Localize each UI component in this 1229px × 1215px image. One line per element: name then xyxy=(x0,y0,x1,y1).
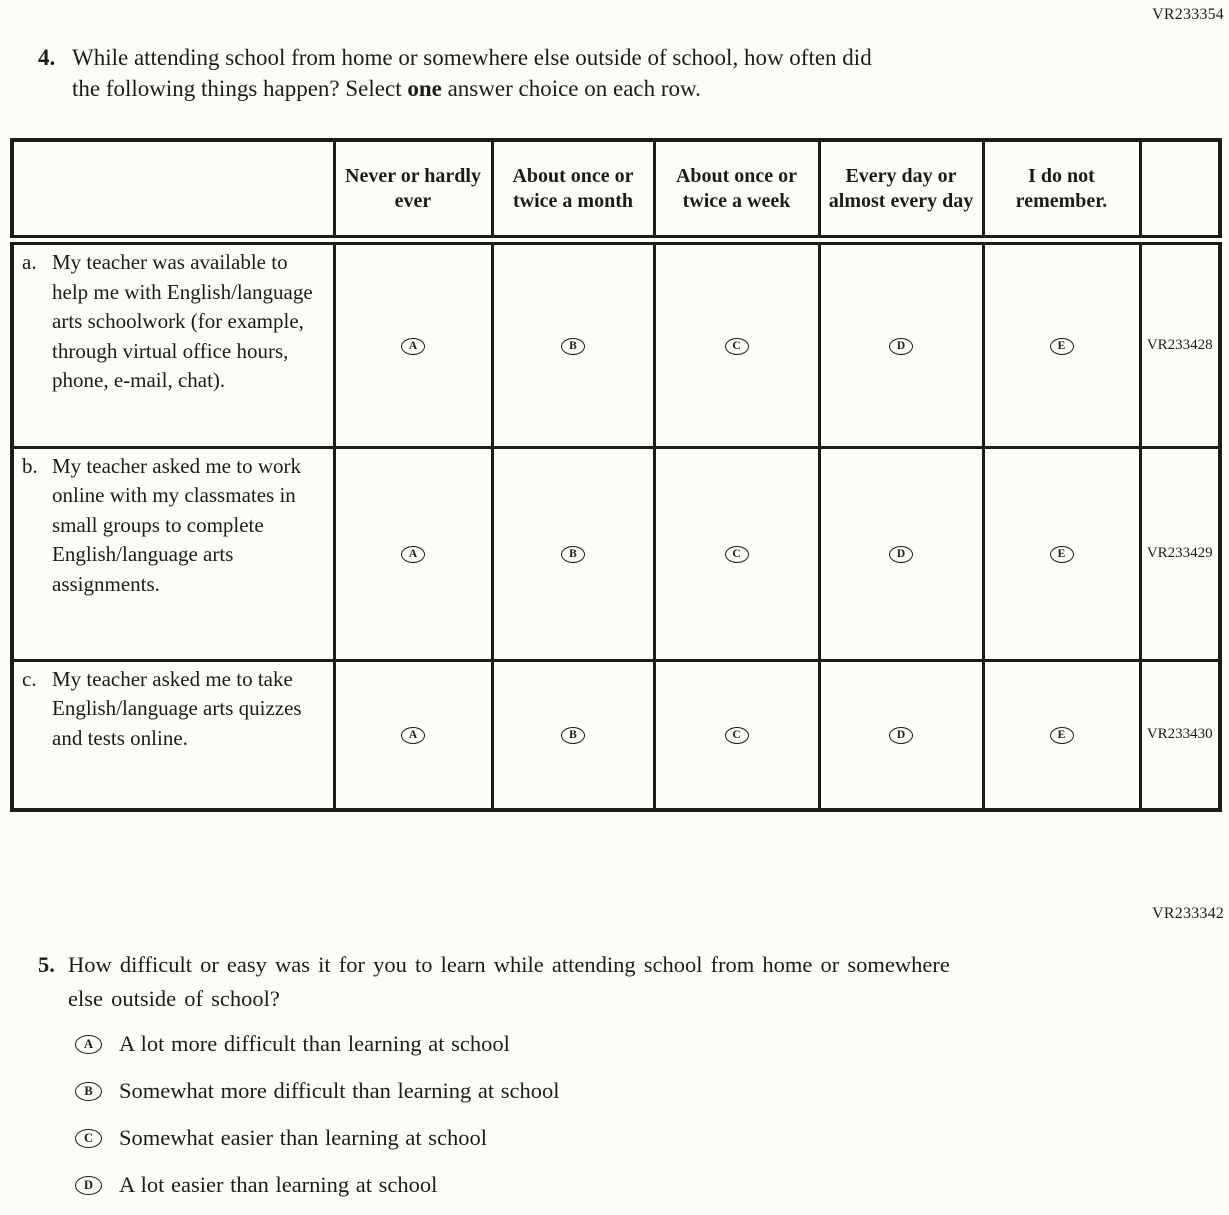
option-row-a xyxy=(75,1032,559,1056)
row-a-answer-bubble-b[interactable]: B xyxy=(561,338,585,355)
question-4-line2-after: answer choice on each row. xyxy=(441,76,701,101)
form-code-top: VR233354 xyxy=(1152,6,1224,23)
row-b-text: My teacher asked me to work online with my classmates in small groups to complete English/language arts assignments. xyxy=(52,453,301,596)
row-a-answer-bubble-e[interactable]: E xyxy=(1050,338,1074,355)
option-label-b: Somewhat more difficult than learning at school xyxy=(119,1078,560,1103)
row-b-label: b. xyxy=(22,453,38,478)
row-a-text: My teacher was available to help me with English/language arts schoolwork (for example, through virtual office hours, phone, e-mail, chat). xyxy=(52,250,313,392)
option-bubble-b[interactable]: B xyxy=(75,1082,102,1101)
question-4 xyxy=(38,42,1112,104)
row-a-stem-cell xyxy=(12,240,334,447)
table-row-c xyxy=(12,660,1220,810)
row-a-code: VR233428 xyxy=(1140,240,1220,447)
option-row-d xyxy=(75,1173,559,1197)
header-blank-cell xyxy=(12,140,334,240)
option-row-b xyxy=(75,1079,559,1103)
row-c-text: My teacher asked me to take English/language arts quizzes and tests online. xyxy=(52,666,302,750)
option-row-c xyxy=(75,1126,559,1150)
row-c-answer-bubble-c[interactable]: C xyxy=(725,727,749,744)
row-c-answer-bubble-e[interactable]: E xyxy=(1050,727,1074,744)
form-code-middle: VR233342 xyxy=(1152,905,1224,922)
option-label-a: A lot more difficult than learning at school xyxy=(119,1031,510,1056)
row-a-label: a. xyxy=(22,250,37,274)
question-5 xyxy=(38,948,1088,1016)
row-a-answer-bubble-a[interactable]: A xyxy=(401,338,425,355)
row-c-answer-bubble-a[interactable]: A xyxy=(401,727,425,744)
column-header-once-month: About once or twice a month xyxy=(492,140,654,240)
option-bubble-d[interactable]: D xyxy=(75,1176,102,1195)
question-4-line2-before: the following things happen? Select xyxy=(72,76,408,101)
row-c-stem-cell xyxy=(12,660,334,810)
option-label-d: A lot easier than learning at school xyxy=(119,1172,438,1197)
column-header-every-day: Every day or almost every day xyxy=(819,140,983,240)
header-code-cell xyxy=(1140,140,1220,240)
row-b-answer-bubble-a[interactable]: A xyxy=(401,546,425,563)
table-row-a xyxy=(12,240,1220,447)
row-b-answer-bubble-b[interactable]: B xyxy=(561,546,585,563)
row-a-answer-bubble-d[interactable]: D xyxy=(889,338,913,355)
header-row xyxy=(12,140,1220,240)
question-4-matrix-table xyxy=(10,138,1222,812)
question-5-text xyxy=(68,948,1088,1016)
question-5-line2: else outside of school? xyxy=(68,986,280,1011)
row-b-answer-bubble-d[interactable]: D xyxy=(889,546,913,563)
option-bubble-a[interactable]: A xyxy=(75,1035,102,1054)
option-label-c: Somewhat easier than learning at school xyxy=(119,1125,488,1150)
question-4-text xyxy=(72,42,1112,104)
row-c-code: VR233430 xyxy=(1140,660,1220,810)
column-header-never: Never or hardly ever xyxy=(334,140,492,240)
column-header-not-remember: I do not remember. xyxy=(983,140,1140,240)
row-b-answer-bubble-c[interactable]: C xyxy=(725,546,749,563)
row-c-answer-bubble-d[interactable]: D xyxy=(889,727,913,744)
question-4-number: 4. xyxy=(38,45,56,70)
row-b-code: VR233429 xyxy=(1140,447,1220,660)
column-header-once-week: About once or twice a week xyxy=(654,140,819,240)
row-b-answer-bubble-e[interactable]: E xyxy=(1050,546,1074,563)
question-5-options xyxy=(75,1032,559,1197)
question-5-number: 5. xyxy=(38,952,55,977)
row-a-answer-bubble-c[interactable]: C xyxy=(725,338,749,355)
table-row-b xyxy=(12,447,1220,660)
row-c-label: c. xyxy=(22,666,37,691)
row-c-answer-bubble-b[interactable]: B xyxy=(561,727,585,744)
row-b-stem-cell xyxy=(12,447,334,660)
question-5-line1: How difficult or easy was it for you to learn while attending school from home or somewhere xyxy=(68,952,950,977)
question-4-line1: While attending school from home or somewhere else outside of school, how often did xyxy=(72,45,872,70)
question-4-bold-word: one xyxy=(407,76,442,101)
option-bubble-c[interactable]: C xyxy=(75,1129,102,1148)
